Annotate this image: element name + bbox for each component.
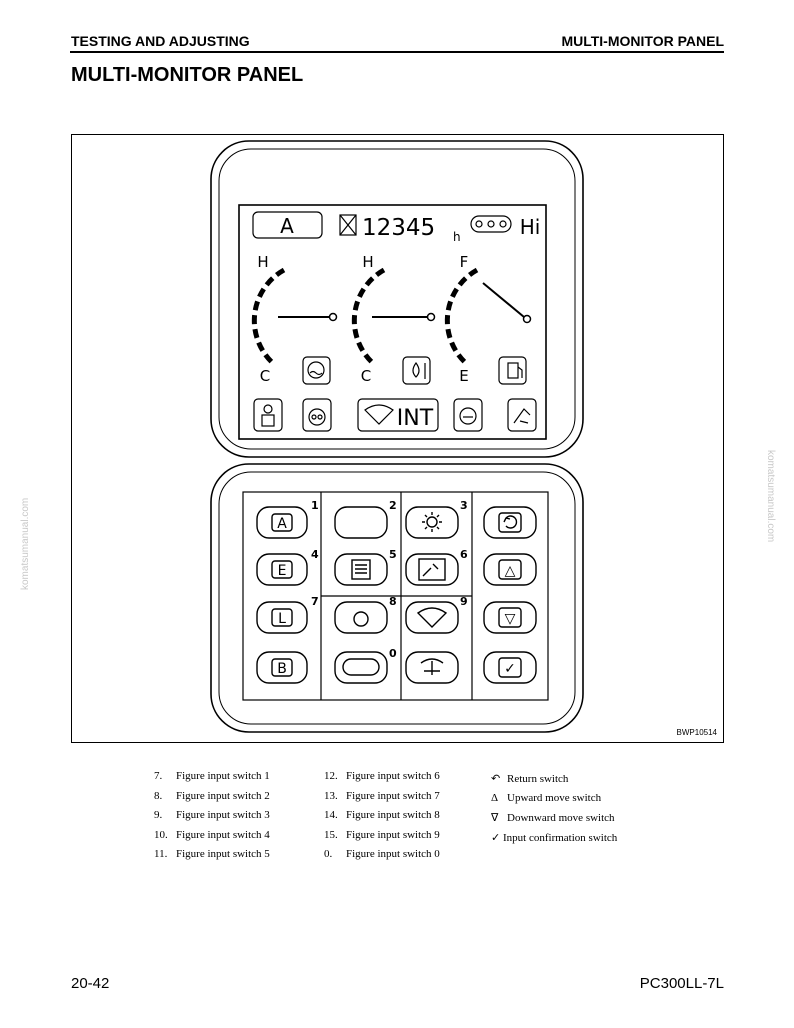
legend-col2: 12. Figure input switch 6 13. Figure input switch 7 14. Figure input switch 8 15. Figure input switch 9 0. Figure input switch 0 xyxy=(324,770,440,860)
key-a-label: A xyxy=(277,516,287,532)
key-l-label: L xyxy=(278,611,286,627)
watermark-right: komatsumanual.com xyxy=(765,450,776,543)
gauge-right-top: F xyxy=(459,253,469,271)
key-brightness xyxy=(406,507,458,538)
monitor-drawing xyxy=(72,135,725,744)
wiper-int-indicator xyxy=(358,399,438,431)
header-right: MULTI-MONITOR PANEL xyxy=(561,33,724,49)
num-1: 1 xyxy=(311,499,319,512)
gauge-right-arc xyxy=(447,270,477,365)
hour-unit: h xyxy=(453,230,461,244)
confirm-switch-label: ✓ xyxy=(504,661,516,677)
num-4: 4 xyxy=(311,548,319,561)
watermark-left: komatsumanual.com xyxy=(20,497,31,590)
num-9: 9 xyxy=(460,595,468,608)
header-left: TESTING AND ADJUSTING xyxy=(71,33,250,49)
num-7: 7 xyxy=(311,595,319,608)
operator-icon xyxy=(254,399,282,431)
gauge-mid-top: H xyxy=(362,253,374,271)
legend-col3: ↶ Return switch Δ Upward move switch ∇ Downward move switch ✓ Input confirmation switch xyxy=(491,773,618,844)
travel-speed: Hi xyxy=(519,215,541,239)
gauge-right-needle xyxy=(483,283,524,317)
gauge-left-top: H xyxy=(257,253,269,271)
gauge-right-bottom: E xyxy=(459,367,469,385)
num-3: 3 xyxy=(460,499,468,512)
figure-code: BWP10514 xyxy=(676,728,717,737)
legend-col1: 7. Figure input switch 1 8. Figure input switch 2 9. Figure input switch 3 10. Figure input switch 4 11. Figure input switch 5 xyxy=(154,770,270,860)
page-number: 20-42 xyxy=(71,975,110,992)
num-8: 8 xyxy=(389,595,397,608)
return-switch xyxy=(484,507,536,538)
key-wiper xyxy=(406,602,458,633)
key-b-label: B xyxy=(277,661,287,677)
num-5: 5 xyxy=(389,548,397,561)
swing-lock-icon xyxy=(454,399,482,431)
down-switch-label: ▽ xyxy=(504,611,516,627)
hydraulic-oil-icon xyxy=(403,357,430,384)
num-2: 2 xyxy=(389,499,397,512)
key-e-label: E xyxy=(277,563,287,579)
engine-oil-icon xyxy=(303,399,331,431)
gauge-mid-bottom: C xyxy=(360,367,372,385)
track-icon xyxy=(471,216,511,232)
num-0: 0 xyxy=(389,647,397,660)
key-blank xyxy=(335,507,387,538)
wiper-mode: INT xyxy=(396,406,434,431)
model-number: PC300LL-7L xyxy=(639,975,724,992)
page-title: MULTI-MONITOR PANEL xyxy=(71,64,304,86)
keypad-housing xyxy=(211,464,583,732)
up-switch-label: △ xyxy=(504,563,516,579)
gauge-left-bottom: C xyxy=(259,367,271,385)
hour-meter: 12345 xyxy=(362,215,436,241)
pressure-icon xyxy=(508,399,536,431)
num-6: 6 xyxy=(460,548,468,561)
header-rule xyxy=(70,51,724,53)
coolant-temp-icon xyxy=(303,357,330,384)
key-swing-lock xyxy=(335,602,387,633)
fuel-level-icon xyxy=(499,357,526,384)
mode-label: A xyxy=(280,214,294,238)
monitor-figure xyxy=(71,134,724,743)
